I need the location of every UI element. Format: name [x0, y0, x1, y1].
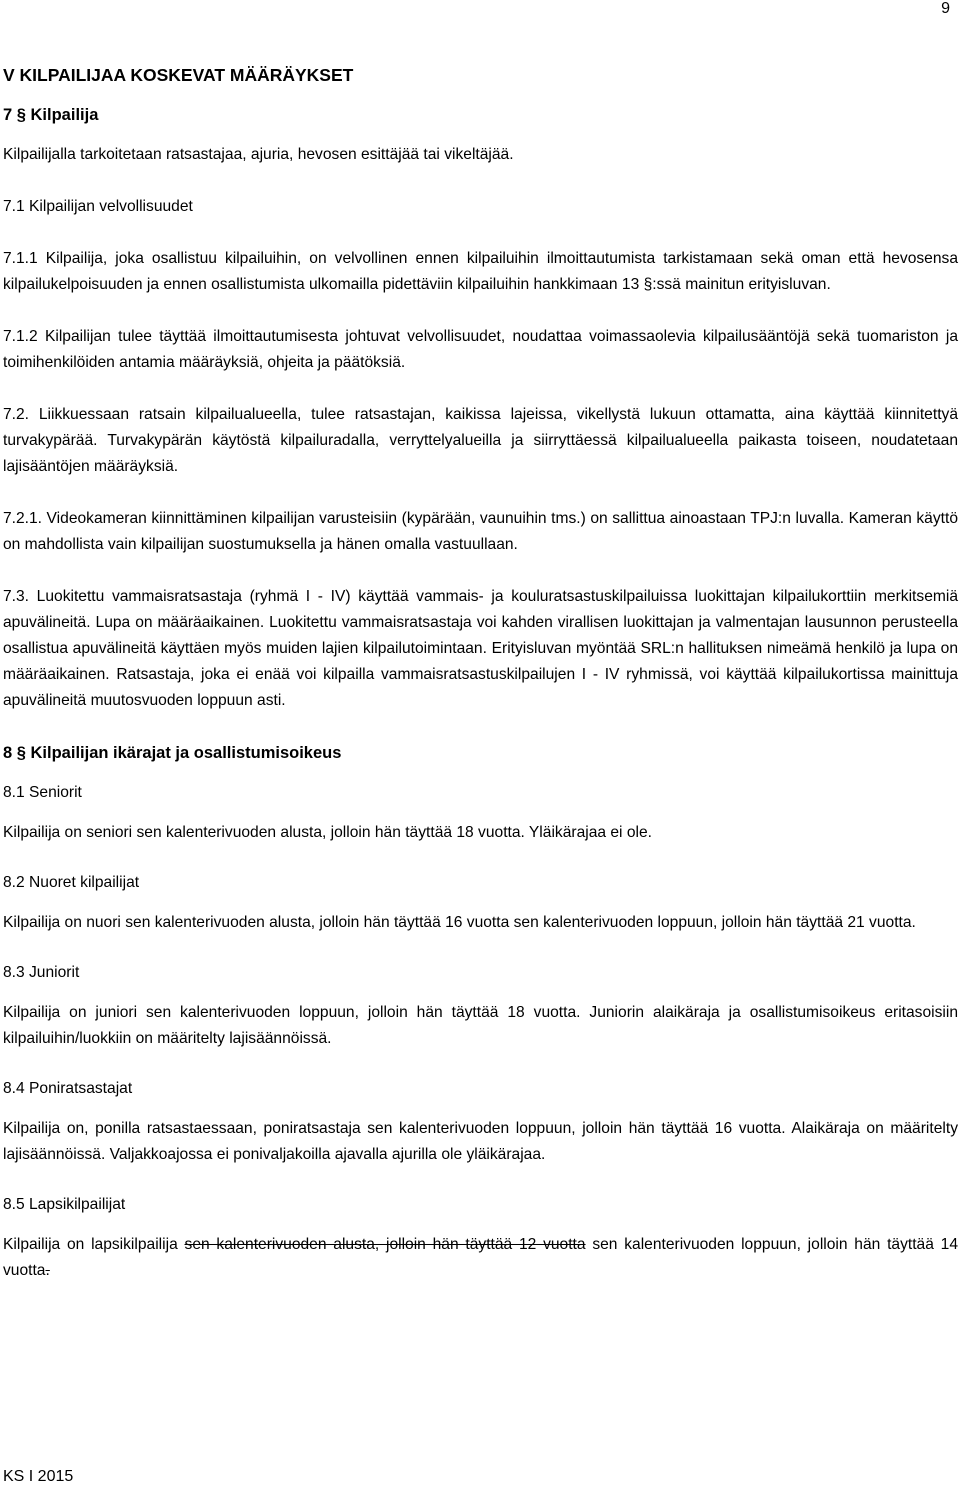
section-8-2-title: 8.2 Nuoret kilpailijat: [3, 874, 140, 891]
paragraph-7-3: 7.3. Luokitettu vammaisratsastaja (ryhmä I - IV) käyttää vammais- ja kouluratsastuskilpailuissa luokittajan kilpailukorttiin merkitsemiä apuvälineitä. Lupa on määräaikainen. Luokitettu vammaisratsastaja voi kahden virallisen luokittajan ja valmentajan lausunnon perusteella osallistua apuvälineitä käyttäen myös muiden lajien kilpailutoimintaan. Erityisluvan myöntää SRL:n hallituksen nimeämä henkilö ja lupa on määräaikainen. Ratsastaja, joka ei enää voi kilpailla vammaisratsastuskilpailujen I - IV ryhmissä, voi käyttää kilpailukortissa mainittuja apuvälineitä muutosvuoden loppuun asti.: [3, 588, 958, 709]
document-body: [3, 62, 958, 1298]
paragraph-7-2: 7.2. Liikkuessaan ratsain kilpailualueella, tulee ratsastajan, kaikissa lajeissa, vikellystä lukuun ottamatta, aina käyttää kiinnitettyä turvakypärää. Turvakypärän käytöstä kilpailuradalla, verryttelyalueilla ja siirryttäessä kilpailualueella paikasta toiseen, noudatetaan lajisääntöjen määräyksiä.: [3, 406, 958, 475]
section-8-5-struck-period: .: [45, 1262, 50, 1279]
section-8-4-title: 8.4 Poniratsastajat: [3, 1080, 133, 1097]
section-8-5-text-end: sen kalenterivuoden loppuun, jolloin hän täyttää 14 vuotta: [3, 1236, 959, 1279]
paragraph-7-2-1: 7.2.1. Videokameran kiinnittäminen kilpailijan varusteisiin (kypärään, vaunuihin tms.) on sallittua ainoastaan TPJ:n luvalla. Kameran käyttö on mahdollista vain kilpailijan suostumuksella ja hänen omalla vastuullaan.: [3, 510, 958, 553]
section-7-1-heading: 7.1 Kilpailijan velvollisuudet: [3, 198, 193, 215]
section-8-5-struck-text: sen kalenterivuoden alusta, jolloin hän täyttää 12 vuotta: [184, 1236, 586, 1253]
section-8-1-text: Kilpailija on seniori sen kalenterivuoden alusta, jolloin hän täyttää 18 vuotta. Yläikärajaa ei ole.: [3, 824, 652, 841]
section-8-heading: 8 § Kilpailijan ikärajat ja osallistumisoikeus: [3, 744, 342, 762]
section-8-5-text: [3, 1232, 958, 1284]
section-8-5-text-start: Kilpailija on lapsikilpailija: [3, 1236, 185, 1253]
footer-label: KS I 2015: [3, 1468, 74, 1485]
chapter-title: V KILPAILIJAA KOSKEVAT MÄÄRÄYKSET: [3, 65, 354, 85]
page-number: 9: [941, 0, 950, 17]
paragraph-7-1-2: 7.1.2 Kilpailijan tulee täyttää ilmoittautumisesta johtuvat velvollisuudet, noudattaa voimassaolevia kilpailusääntöjä sekä tuomariston ja toimihenkilöiden antamia määräyksiä, ohjeita ja päätöksiä.: [3, 328, 958, 371]
section-7-heading: 7 § Kilpailija: [3, 106, 99, 124]
section-8-4-text: Kilpailija on, ponilla ratsastaessaan, poniratsastaja sen kalenterivuoden loppuun, jolloin hän täyttää 16 vuotta. Alaikäraja on määritelty lajisäännöissä. Valjakkoajossa ei ponivaljakoilla ajavalla ajurilla ole yläikärajaa.: [3, 1120, 958, 1163]
section-8-3-text: Kilpailija on juniori sen kalenterivuoden loppuun, jolloin hän täyttää 18 vuotta. Juniorin alaikäraja ja osallistumisoikeus eritasoisiin kilpailuihin/luokkiin on määritelty lajisäännöissä.: [3, 1004, 958, 1047]
section-8-1-title: 8.1 Seniorit: [3, 784, 82, 801]
section-8-5-title: 8.5 Lapsikilpailijat: [3, 1196, 126, 1213]
paragraph-7-1-1: 7.1.1 Kilpailija, joka osallistuu kilpailuihin, on velvollinen ennen kilpailuihin ilmoittautumista tarkistamaan sekä oman että hevosensa kilpailukelpoisuuden ja ennen osallistumista ulkomailla pidettäviin kilpailuihin hankkimaan 13 §:ssä mainitun erityisluvan.: [3, 250, 958, 293]
section-8-2-text: Kilpailija on nuori sen kalenterivuoden alusta, jolloin hän täyttää 16 vuotta sen kalenterivuoden loppuun, jolloin hän täyttää 21 vuotta.: [3, 914, 916, 931]
section-8-3-title: 8.3 Juniorit: [3, 964, 80, 981]
section-7-intro: Kilpailijalla tarkoitetaan ratsastajaa, ajuria, hevosen esittäjää tai vikeltäjää.: [3, 146, 514, 163]
